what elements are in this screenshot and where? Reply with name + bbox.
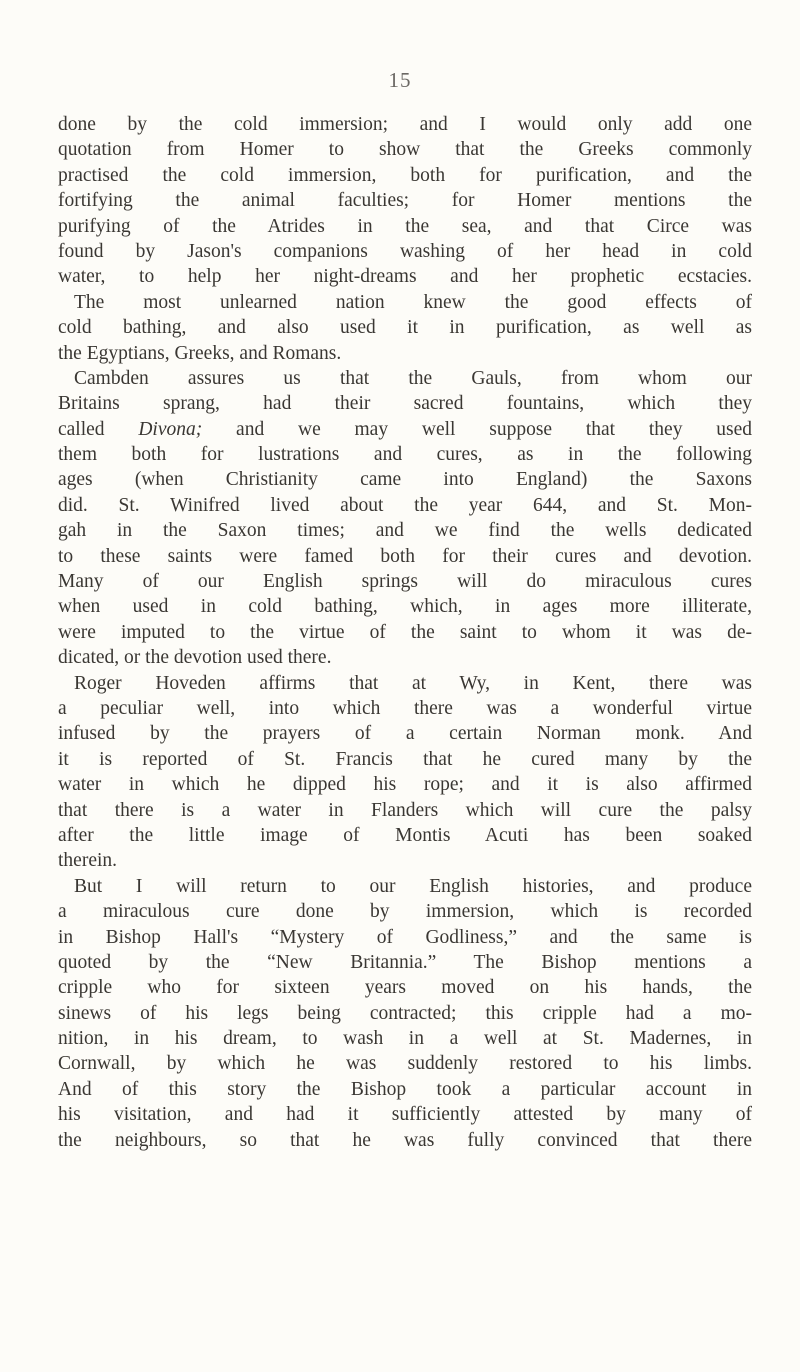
text-line: did. St. Winifred lived about the year 644, and St. Mon- bbox=[58, 494, 752, 516]
text-line: the Egyptians, Greeks, and Romans. bbox=[58, 342, 342, 364]
text-line: Cambden assures us that the Gauls, from whom our bbox=[74, 367, 752, 389]
text-line: practised the cold immersion, both for purification, and the bbox=[58, 164, 752, 186]
text-line: The most unlearned nation knew the good effects of bbox=[74, 291, 752, 313]
text-line: quoted by the “New Britannia.” The Bishop mentions a bbox=[58, 951, 752, 973]
text-line: in Bishop Hall's “Mystery of Godliness,” and the same is bbox=[58, 926, 752, 948]
text-line: Roger Hoveden affirms that at Wy, in Kent, there was bbox=[74, 672, 752, 694]
text-line: infused by the prayers of a certain Norman monk. And bbox=[58, 723, 752, 745]
text-line: But I will return to our English histories, and produce bbox=[74, 875, 752, 897]
text-line: ages (when Christianity came into England) the Saxons bbox=[58, 469, 752, 491]
text-line: the neighbours, so that he was fully convinced that there bbox=[58, 1129, 752, 1151]
text-line: were imputed to the virtue of the saint to whom it was de- bbox=[58, 621, 752, 643]
text-line: Many of our English springs will do miraculous cures bbox=[58, 571, 752, 593]
text-line: Britains sprang, had their sacred fountains, which they bbox=[58, 393, 752, 415]
page-number: 15 bbox=[388, 68, 412, 92]
text-line: Cornwall, by which he was suddenly restored to his limbs. bbox=[58, 1053, 752, 1075]
text-line: them both for lustrations and cures, as in the following bbox=[58, 444, 752, 466]
text-line: fortifying the animal faculties; for Homer mentions the bbox=[58, 190, 752, 212]
text-line: it is reported of St. Francis that he cured many by the bbox=[58, 748, 752, 770]
text-line: purifying of the Atrides in the sea, and that Circe was bbox=[58, 215, 752, 237]
text-line: cold bathing, and also used it in purification, as well as bbox=[58, 317, 752, 339]
text-line: a peculiar well, into which there was a wonderful virtue bbox=[58, 697, 752, 719]
italic-term: Divona; bbox=[138, 418, 203, 440]
text-line: water in which he dipped his rope; and it is also affirmed bbox=[58, 774, 752, 796]
text-line: cripple who for sixteen years moved on his hands, the bbox=[58, 977, 752, 999]
text-line: sinews of his legs being contracted; this cripple had a mo- bbox=[58, 1002, 752, 1024]
text-line: dicated, or the devotion used there. bbox=[58, 647, 332, 669]
text-line: to these saints were famed both for their cures and devotion. bbox=[58, 545, 752, 567]
text-line: found by Jason's companions washing of her head in cold bbox=[58, 240, 752, 262]
body-text bbox=[58, 112, 752, 1153]
text-line: And of this story the Bishop took a particular account in bbox=[58, 1078, 752, 1100]
text-line: nition, in his dream, to wash in a well at St. Madernes, in bbox=[58, 1028, 752, 1050]
text-line: when used in cold bathing, which, in ages more illiterate, bbox=[58, 596, 752, 618]
text-line: gah in the Saxon times; and we find the wells dedicated bbox=[58, 520, 752, 542]
text-line: his visitation, and had it sufficiently attested by many of bbox=[58, 1104, 752, 1126]
text-line: after the little image of Montis Acuti has been soaked bbox=[58, 824, 752, 846]
text-line: therein. bbox=[58, 850, 118, 872]
text-line: quotation from Homer to show that the Greeks commonly bbox=[58, 139, 752, 161]
text-line: done by the cold immersion; and I would only add one bbox=[58, 114, 752, 135]
text-line: water, to help her night-dreams and her prophetic ecstacies. bbox=[58, 266, 752, 288]
text-line: called Divona; and we may well suppose that they used bbox=[58, 418, 752, 440]
text-line: that there is a water in Flanders which will cure the palsy bbox=[58, 799, 752, 821]
text-line: a miraculous cure done by immersion, which is recorded bbox=[58, 901, 752, 923]
